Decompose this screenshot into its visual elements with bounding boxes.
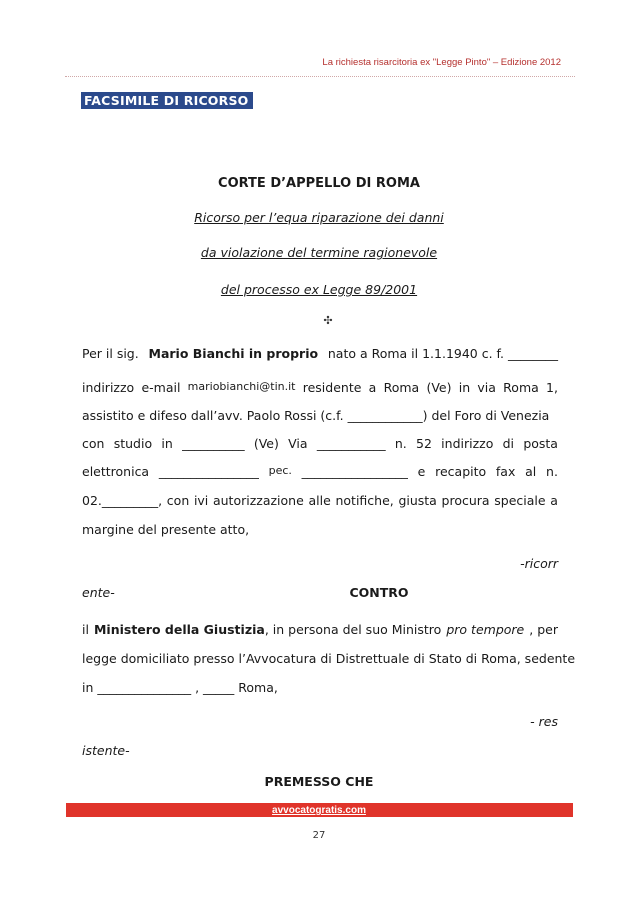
- running-header: La richiesta risarcitoria ex "Legge Pinto" – Edizione 2012: [322, 57, 561, 68]
- page-number: 27: [312, 830, 326, 841]
- body-line-1: Per il sig. Mario Bianchi in proprio nato a Roma il 1.1.1940 c. f. ________: [82, 346, 558, 361]
- body-line-5: elettronica ________________ pec. _________________ e recapito fax al n.: [82, 464, 558, 479]
- subtitle-line-3: del processo ex Legge 89/2001: [220, 282, 418, 297]
- resistente-label-part-2: istente-: [82, 743, 130, 758]
- body-line-4: con studio in __________ (Ve) Via ___________ n. 52 indirizzo di posta: [82, 436, 558, 451]
- body-line-9: legge domiciliato presso l’Avvocatura di Distrettuale di Stato di Roma, sedente: [82, 651, 576, 666]
- subtitle-line-2: da violazione del termine ragionevole: [200, 245, 438, 260]
- body-line-7: margine del presente atto,: [82, 522, 250, 537]
- body-line-10: in _______________ , _____ Roma,: [82, 680, 278, 695]
- ornament-icon: ✣: [323, 314, 333, 327]
- header-divider: [65, 76, 575, 77]
- court-title: CORTE D’APPELLO DI ROMA: [218, 176, 420, 191]
- resistente-label-part-1: - res: [530, 714, 558, 729]
- body-line-8: il Ministero della Giustizia, in persona del suo Ministro pro tempore , per: [82, 622, 558, 637]
- subtitle-line-1: Ricorso per l’equa riparazione dei danni: [194, 210, 444, 225]
- email-text: mariobianchi@tin.it: [187, 380, 296, 393]
- section-badge: FACSIMILE DI RICORSO: [81, 92, 253, 109]
- footer-link[interactable]: avvocatogratis.com: [272, 805, 366, 816]
- body-line-6: 02._________, con ivi autorizzazione alle notifiche, giusta procura speciale a: [82, 493, 558, 508]
- ricorrente-label-part-2: ente-: [82, 585, 115, 600]
- body-line-3: assistito e difeso dall’avv. Paolo Rossi (c.f. ____________) del Foro di Venezia: [82, 408, 550, 423]
- contro-heading: CONTRO: [349, 585, 409, 600]
- premesso-heading: PREMESSO CHE: [264, 774, 374, 789]
- ricorrente-label-part-1: -ricorr: [520, 556, 558, 571]
- body-line-2: indirizzo e-mail mariobianchi@tin.it residente a Roma (Ve) in via Roma 1,: [82, 380, 558, 395]
